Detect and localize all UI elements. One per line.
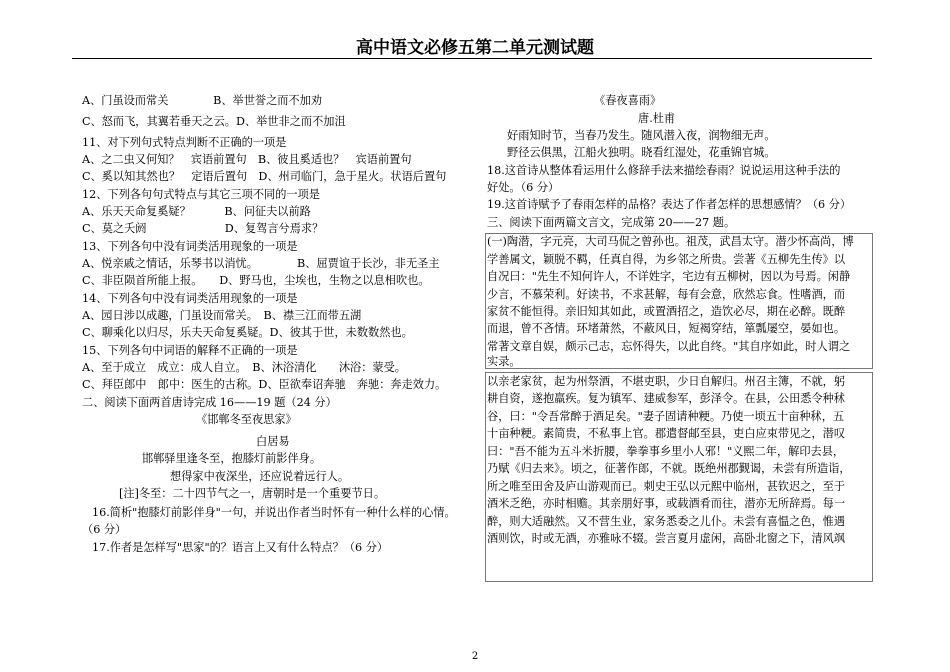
left-line: 14、下列各句中没有词类活用现象的一项是 <box>82 292 298 305</box>
left-line: 《邯郸冬至夜思家》 <box>196 413 297 426</box>
left-line: 12、下列各句句式特点与其它三项不同的一项是 <box>82 188 320 201</box>
right-line: 以亲老家贫，起为州祭酒，不堪吏职，少日自解归。州召主簿，不就，躬 <box>487 375 846 388</box>
right-line: 三、阅读下面两篇文言文，完成第 20——27 题。 <box>487 216 736 229</box>
right-line: (一)陶潜，字元亮，大司马侃之曾孙也。祖茂，武昌太守。潜少怀高尚，博 <box>487 235 854 248</box>
right-line: 好雨知时节，当春乃发生。随风潜入夜，润物细无声。 <box>507 129 776 142</box>
left-line: A、门虽设而常关 B、举世誉之而不加劝 <box>82 94 323 107</box>
left-line: 15、下列各句中词语的解释不正确的一项是 <box>82 344 298 357</box>
right-line: 而退，曾不吝情。环堵萧然，不蔽风日，短褐穿结，箪瓢屡空，晏如也。 <box>487 322 846 335</box>
left-line: 16.简析"抱膝灯前影伴身"一句，并说出作者当时怀有一种什么样的心情。 <box>92 506 456 519</box>
right-line: 常著文章自娱，颇示己志，忘怀得失，以此自终。"其自序如此，时人谓之 <box>487 340 851 353</box>
left-line: [注]冬至：二十四节气之一，唐朝时是一个重要节日。 <box>119 487 386 500</box>
right-line: 曰："吾不能为五斗米折腰，拳拳事乡里小人邪！"义熙二年，解印去县， <box>487 445 845 458</box>
left-line: A、园日涉以成趣，门虽设而常关。 B、襟三江而带五湖 <box>82 309 362 322</box>
left-line: A、之二虫又何知？ 宾语前置句 B、彼且奚适也？ 宾语前置句 <box>82 153 412 166</box>
left-line: 白居易 <box>256 435 290 448</box>
page-number: 2 <box>471 651 479 662</box>
left-line: 二、阅读下面两首唐诗完成 16——19 题（24 分） <box>82 396 337 409</box>
right-line: 耕自资，遂抱羸疾。复为镇军、建威参军，彭泽令。在县，公田悉令种秫 <box>487 392 846 405</box>
left-line: A、乐天天命复奚疑？ B、问征夫以前路 <box>82 205 311 218</box>
right-line: 酒米乏绝，亦时相赡。其亲朋好事，或载酒肴而往，潜亦无所辞焉。每一 <box>487 497 846 510</box>
left-line: C、莫之夭阏 D、复驾言兮焉求？ <box>82 222 324 235</box>
right-line: 谷，曰："令吾常醉于酒足矣。"妻子固请种粳。乃使一顷五十亩种秫，五 <box>487 410 845 423</box>
left-line: C、怒而飞，其翼若垂天之云。D、举世非之而不加沮 <box>82 115 346 128</box>
right-line: 好处。（6 分） <box>487 181 560 194</box>
right-line: 野径云俱黑，江船火独明。晓看红湿处，花重锦官城。 <box>507 146 776 159</box>
left-line: C、非臣陨首所能上报。 D、野马也，尘埃也，生物之以息相吹也。 <box>82 274 430 287</box>
left-line: A、至于成立 成立：成人自立。 B、沐浴清化 沐浴：蒙受。 <box>82 361 406 374</box>
right-line: 《春夜喜雨》 <box>594 94 662 107</box>
right-line: 十亩种粳。素简贵，不私事上官。郡遣督邮至县，吏白应束带见之，潜叹 <box>487 427 846 440</box>
right-line: 实录。 <box>487 355 521 368</box>
right-line: 乃赋《归去来》。顷之，征著作郎，不就。既绝州郡觐谒，未尝有所造诣， <box>487 462 851 475</box>
left-line: 13、下列各句中没有词类活用现象的一项是 <box>82 240 298 253</box>
left-line: A、悦亲戚之情话，乐琴书以消忧。 B、屈贾谊于长沙，非无圣主 <box>82 257 440 270</box>
left-line: C、聊乘化以归尽，乐夫天命复奚疑。D、彼其于世，未数数然也。 <box>82 326 413 339</box>
left-line: 17.作者是怎样写"思家"的？语言上又有什么特点？（6 分） <box>92 541 389 554</box>
left-line: C、拜臣郎中 郎中：医生的古称。D、臣欲奉诏奔驰 奔驰：奔走效力。 <box>82 378 447 391</box>
header-rule <box>72 58 872 59</box>
left-line: 邯郸驿里逢冬至，抱膝灯前影伴身。 <box>142 452 322 465</box>
right-line: 自况曰："先生不知何许人，不详姓字，宅边有五柳树，因以为号焉。闲静 <box>487 270 851 283</box>
page-title: 高中语文必修五第二单元测试题 <box>356 38 594 58</box>
right-line: 唐.杜甫 <box>638 112 676 125</box>
left-line: 11、对下列句式特点判断不正确的一项是 <box>82 136 287 149</box>
right-line: 醉，则大适融然。又不营生业，家务悉委之儿仆。未尝有喜愠之色，惟遇 <box>487 515 846 528</box>
right-line: 18.这首诗从整体看运用什么修辞手法来描绘春雨？说说运用这种手法的 <box>487 164 841 177</box>
right-line: 19.这首诗赋予了春雨怎样的品格？表达了作者怎样的思想感情？（6 分） <box>487 198 852 211</box>
right-line: 家贫不能恒得。亲旧知其如此，或置酒招之，造饮必尽，期在必醉。既醉 <box>487 305 846 318</box>
left-line: C、奚以知其然也？ 定语后置句 D、州司临门，急于星火。状语后置句 <box>82 170 447 183</box>
right-line: 所之唯至田舍及庐山游观而已。刺史王弘以元熙中临州，甚钦迟之，至于 <box>487 480 846 493</box>
left-line: （6 分） <box>82 523 127 536</box>
left-line: 想得家中夜深坐，还应说着远行人。 <box>170 470 350 483</box>
right-line: 酒则饮，时或无酒，亦雅咏不辍。尝言夏月虚闲，高卧北窗之下，清风飒 <box>487 532 846 545</box>
right-line: 学善属文，颖脱不羁，任真自得，为乡邻之所贵。尝著《五柳先生传》以 <box>487 253 846 266</box>
right-line: 少言，不慕荣利。好读书，不求甚解，每有会意，欣然忘食。性嗜酒，而 <box>487 288 846 301</box>
